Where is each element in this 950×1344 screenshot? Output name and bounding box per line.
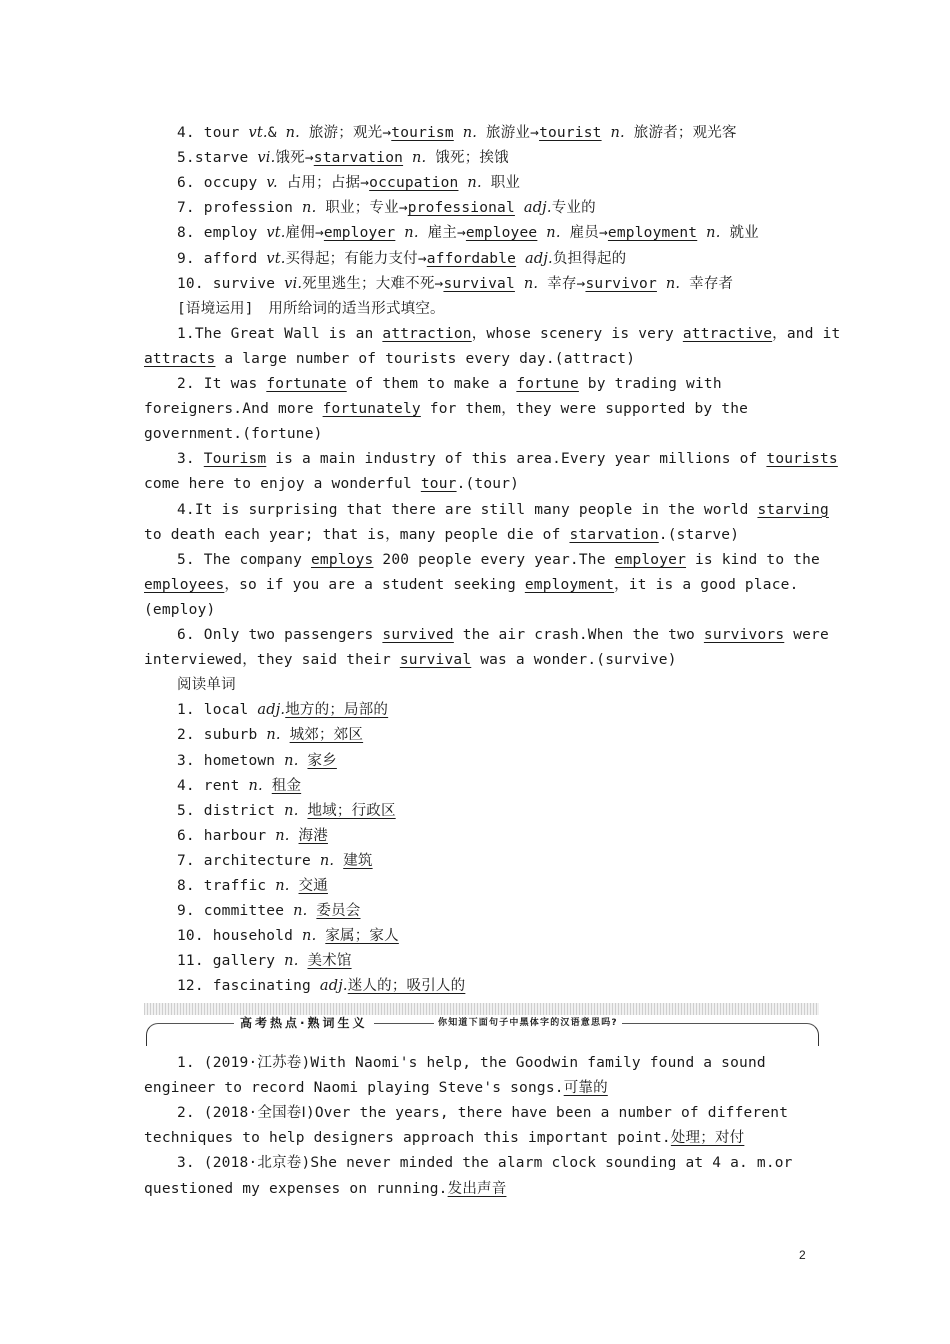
part-of-speech: n.: [404, 225, 419, 242]
text-line: [144, 650, 677, 670]
text-line: [177, 876, 328, 896]
text-segment: [454, 125, 463, 141]
answer-text: 建筑: [343, 852, 373, 869]
page-number: 2: [799, 1248, 806, 1262]
answer-text: 地方的；局部的: [285, 702, 389, 719]
text-segment: 3. hometown: [177, 752, 285, 769]
text-line: [177, 675, 236, 695]
text-segment: foreigners.And more: [144, 401, 323, 418]
banner-pattern-bar: [144, 1003, 819, 1015]
text-segment: [语境运用] 用所给词的适当形式填空。: [177, 300, 445, 317]
part-of-speech: n.: [523, 275, 539, 292]
text-segment: .(tour): [456, 476, 520, 493]
answer-text: 委员会: [316, 903, 361, 920]
text-segment: 11. gallery: [177, 953, 285, 970]
answer-text: 可靠的: [563, 1080, 608, 1097]
answer-text: starvation: [313, 150, 404, 167]
text-line: [177, 625, 829, 645]
part-of-speech: adj.: [525, 250, 553, 267]
text-segment: [281, 727, 290, 743]
text-segment: [403, 150, 412, 166]
text-line: [177, 1053, 766, 1073]
part-of-speech: n.: [275, 827, 290, 844]
text-segment: 雇员→: [560, 225, 608, 242]
part-of-speech: n.: [302, 928, 317, 945]
part-of-speech: n.: [266, 727, 281, 744]
part-of-speech: n.: [285, 125, 300, 141]
text-segment: [515, 200, 524, 216]
text-segment: [697, 225, 706, 241]
answer-text: 迷人的；吸引人的: [347, 978, 466, 995]
text-segment: (employ): [144, 601, 216, 618]
section-banner: [144, 1003, 819, 1047]
text-segment: were: [784, 627, 829, 643]
text-segment: 饿死→: [275, 150, 314, 167]
text-segment: is kind to the: [686, 551, 820, 568]
text-segment: [516, 251, 525, 267]
text-line: [144, 525, 739, 545]
answer-text: tourism: [391, 125, 454, 141]
answer-text: attractive: [682, 325, 773, 342]
text-segment: &: [267, 125, 286, 141]
text-line: [177, 826, 328, 846]
text-segment: 职业: [481, 175, 521, 192]
text-segment: 6. occupy: [177, 175, 267, 192]
text-segment: is a main industry of this area.Every year millions of: [266, 451, 767, 468]
text-segment: was a wonder.(survive): [471, 652, 677, 669]
answer-text: tour: [420, 476, 457, 493]
answer-text: survived: [382, 627, 454, 643]
part-of-speech: n.: [706, 225, 721, 242]
text-segment: [263, 778, 272, 794]
text-line: [177, 173, 520, 193]
text-segment: 6. Only two passengers: [177, 627, 383, 643]
part-of-speech: n.: [248, 777, 263, 794]
part-of-speech: n.: [467, 175, 482, 192]
text-segment: [290, 878, 299, 894]
text-segment: 4. rent: [177, 777, 249, 794]
text-line: [177, 700, 388, 720]
answer-text: 发出声音: [447, 1180, 507, 1197]
text-segment: 9. committee: [177, 903, 294, 920]
text-segment: 12. fascinating: [177, 978, 320, 995]
text-line: [177, 449, 838, 469]
answer-text: 家属；家人: [325, 928, 399, 945]
part-of-speech: n.: [412, 150, 427, 167]
text-segment: [602, 125, 611, 141]
answer-text: fortune: [516, 376, 579, 392]
text-segment: [515, 276, 524, 292]
text-line: [177, 801, 396, 821]
text-segment: 雇佣→: [285, 225, 324, 242]
text-line: [177, 198, 596, 218]
part-of-speech: n.: [546, 225, 561, 242]
text-segment: ，and it: [772, 325, 841, 342]
text-segment: 5.starve: [177, 150, 258, 167]
text-segment: 就业: [720, 225, 759, 242]
text-segment: of them to make a: [346, 376, 517, 392]
text-line: [144, 399, 748, 419]
answer-text: attraction: [382, 325, 472, 342]
part-of-speech: n.: [284, 802, 299, 819]
text-segment: 1. (2019·江苏卷)With Naomi's help, the Goodwin family found a sound: [177, 1055, 766, 1071]
text-segment: 5. district: [177, 802, 285, 819]
answer-text: employer: [614, 551, 687, 568]
text-segment: 2. (2018·全国卷Ⅰ)Over the years, there have been a number of different: [177, 1105, 789, 1122]
text-segment: a large number of tourists every day.(attract): [215, 350, 636, 367]
text-segment: come here to enjoy a wonderful: [144, 476, 421, 493]
part-of-speech: v.: [266, 175, 278, 192]
part-of-speech: vi.: [257, 150, 276, 167]
text-segment: 旅游；观光→: [299, 125, 392, 141]
text-segment: [657, 276, 666, 292]
banner-subtitle: 你知道下面句子中黑体字的汉语意思吗?: [434, 1017, 622, 1029]
part-of-speech: n.: [665, 275, 681, 292]
text-line: [144, 474, 519, 494]
answer-text: Tourism: [203, 451, 267, 468]
text-line: [177, 1103, 788, 1123]
text-line: [177, 223, 759, 243]
text-line: [177, 851, 373, 871]
answer-text: 美术馆: [307, 953, 352, 970]
answer-text: survivors: [703, 627, 785, 643]
answer-text: 处理；对付: [670, 1130, 745, 1147]
part-of-speech: n.: [275, 878, 290, 894]
text-segment: 2. suburb: [177, 727, 267, 744]
text-segment: 1.The Great Wall is an: [177, 325, 383, 342]
part-of-speech: adj.: [523, 200, 552, 217]
text-segment: [316, 928, 325, 944]
text-segment: [537, 225, 546, 241]
text-segment: 200 people every year.The: [373, 551, 615, 568]
text-segment: 死里逃生；大难不死→: [302, 275, 444, 292]
text-line: [144, 349, 635, 369]
text-segment: 7. profession: [177, 200, 303, 217]
text-segment: 10. household: [177, 928, 303, 945]
part-of-speech: adj.: [319, 978, 348, 995]
text-line: [177, 500, 829, 520]
answer-text: survivor: [585, 275, 657, 292]
part-of-speech: n.: [293, 903, 308, 920]
answer-text: employs: [310, 551, 374, 568]
text-segment: interviewed，they said their: [144, 652, 400, 669]
text-line: [177, 274, 733, 294]
text-line: [177, 901, 361, 921]
part-of-speech: vt.: [266, 225, 286, 242]
answer-text: fortunate: [266, 376, 347, 392]
text-segment: 1. local: [177, 702, 258, 719]
text-segment: 职业；专业→: [316, 200, 408, 217]
text-line: [177, 148, 509, 168]
part-of-speech: vi.: [284, 275, 303, 292]
text-segment: government.(fortune): [144, 426, 323, 443]
text-segment: 旅游者；观光客: [624, 125, 737, 141]
answer-text: 家乡: [307, 752, 337, 769]
answer-text: 租金: [271, 777, 302, 794]
text-segment: 饿死；挨饿: [426, 150, 509, 167]
text-line: [177, 299, 445, 319]
text-line: [144, 575, 799, 595]
part-of-speech: n.: [284, 752, 299, 769]
text-segment: 负担得起的: [552, 250, 627, 267]
text-line: [177, 751, 337, 771]
answer-text: employment: [607, 225, 698, 242]
text-segment: 3. (2018·北京卷)She never minded the alarm clock sounding at 4 a. m.or: [177, 1155, 793, 1172]
text-line: [144, 1078, 608, 1098]
text-segment: 阅读单词: [177, 677, 236, 694]
text-segment: 7. architecture: [177, 852, 320, 869]
text-line: [177, 324, 840, 344]
text-segment: 8. traffic: [177, 878, 276, 894]
text-segment: 专业的: [551, 200, 596, 217]
answer-text: occupation: [369, 175, 459, 192]
answer-text: starving: [757, 501, 829, 518]
text-segment: 幸存者: [680, 275, 734, 292]
part-of-speech: n.: [302, 200, 317, 217]
text-segment: [334, 853, 343, 869]
text-segment: engineer to record Naomi playing Steve's songs.: [144, 1080, 564, 1097]
part-of-speech: vt.: [266, 250, 286, 267]
answer-text: employees: [144, 576, 225, 593]
answer-text: employer: [323, 225, 396, 242]
text-line: [144, 600, 215, 620]
text-line: [177, 926, 399, 946]
part-of-speech: n.: [319, 852, 335, 869]
text-segment: 雇主→: [418, 225, 466, 242]
text-segment: 幸存→: [538, 275, 586, 292]
answer-text: employment: [524, 576, 615, 593]
part-of-speech: vt.: [248, 125, 268, 141]
answer-text: fortunately: [322, 401, 421, 418]
text-line: [144, 1179, 506, 1199]
text-segment: 9. afford: [177, 250, 267, 267]
answer-text: attracts: [144, 350, 216, 367]
text-segment: 买得起；有能力支付→: [285, 250, 427, 267]
text-line: [177, 1153, 793, 1173]
text-line: [177, 123, 737, 143]
answer-text: 地域；行政区: [307, 802, 396, 819]
text-segment: 4. tour: [177, 125, 249, 141]
text-segment: 占用；占据→: [277, 175, 370, 192]
answer-text: professional: [407, 200, 515, 217]
answer-text: employee: [465, 225, 538, 242]
text-segment: 8. employ: [177, 225, 267, 242]
answer-text: survival: [399, 652, 472, 669]
text-segment: 2. It was: [177, 376, 267, 392]
text-segment: ，it is a good place.: [614, 576, 799, 593]
text-segment: [395, 225, 404, 241]
text-line: [177, 976, 465, 996]
text-line: [177, 374, 722, 394]
text-segment: 5. The company: [177, 551, 311, 568]
answer-text: tourist: [539, 125, 602, 141]
answer-text: survival: [443, 275, 515, 292]
part-of-speech: adj.: [257, 702, 286, 719]
text-line: [144, 424, 323, 444]
text-line: [144, 1128, 744, 1148]
text-segment: .(starve): [658, 526, 740, 543]
answer-text: 城郊；郊区: [289, 727, 364, 744]
text-segment: to death each year; that is，many people die of: [144, 526, 570, 543]
answer-text: starvation: [569, 526, 659, 543]
part-of-speech: n.: [462, 125, 478, 141]
text-segment: the air crash.When the two: [453, 627, 704, 643]
text-line: [177, 249, 626, 269]
text-line: [177, 776, 301, 796]
banner-title: 高考热点·熟词生义: [234, 1015, 374, 1031]
text-segment: ，so if you are a student seeking: [224, 576, 525, 593]
text-segment: for them，they were supported by the: [420, 401, 749, 418]
text-segment: by trading with: [578, 376, 722, 392]
text-segment: 10. survive: [177, 275, 285, 292]
text-line: [177, 550, 820, 570]
part-of-speech: n.: [610, 125, 625, 141]
text-segment: 旅游业→: [477, 125, 540, 141]
text-segment: questioned my expenses on running.: [144, 1180, 448, 1197]
answer-text: tourists: [766, 451, 838, 468]
text-segment: techniques to help designers approach this important point.: [144, 1130, 671, 1147]
answer-text: affordable: [426, 250, 517, 267]
text-segment: 6. harbour: [177, 827, 276, 844]
text-segment: 3.: [177, 451, 204, 468]
text-segment: ，whose scenery is very: [471, 325, 683, 342]
answer-text: 交通: [298, 878, 328, 894]
text-segment: [290, 828, 299, 844]
answer-text: 海港: [298, 827, 328, 844]
text-line: [177, 725, 363, 745]
text-segment: 4.It is surprising that there are still many people in the world: [177, 501, 758, 518]
text-line: [177, 951, 352, 971]
part-of-speech: n.: [284, 953, 299, 970]
